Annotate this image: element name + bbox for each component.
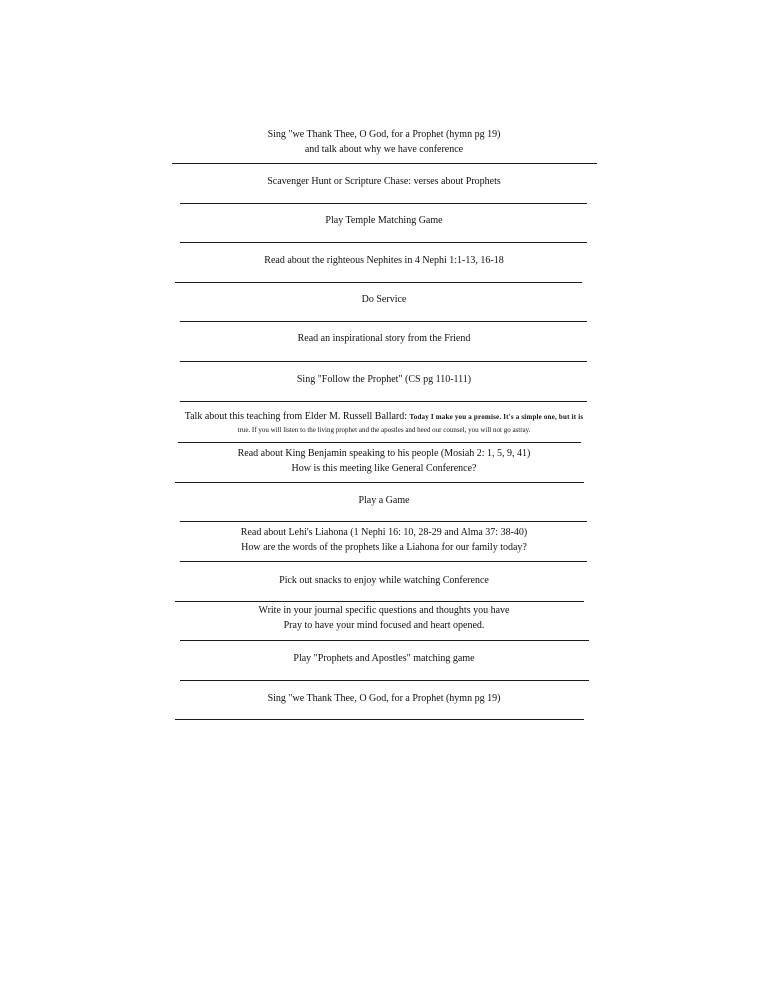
divider-line xyxy=(180,521,587,522)
item-text-line: Sing "Follow the Prophet" (CS pg 110-111) xyxy=(296,374,472,385)
divider-line xyxy=(180,640,589,641)
divider-line xyxy=(180,321,587,322)
list-item xyxy=(150,691,618,706)
quote-lead-text: Talk about this teaching from Elder M. Russell Ballard: xyxy=(184,411,408,422)
list-item xyxy=(150,493,618,508)
item-text-line: Read about the righteous Nephites in 4 Nephi 1:1-13, 16-18 xyxy=(264,255,504,266)
item-text-line: How is this meeting like General Conference? xyxy=(291,463,477,474)
list-item xyxy=(150,253,618,268)
divider-line xyxy=(175,719,584,720)
divider-line xyxy=(175,282,582,283)
item-text-line: Play a Game xyxy=(358,495,410,506)
list-item xyxy=(150,213,618,228)
divider-line xyxy=(178,442,581,443)
divider-line xyxy=(180,361,587,362)
item-text-line: Play "Prophets and Apostles" matching game xyxy=(293,653,475,664)
divider-line xyxy=(180,242,587,243)
list-item xyxy=(150,174,618,189)
item-text-line: Read about Lehi's Liahona (1 Nephi 16: 10, 28-29 and Alma 37: 38-40) xyxy=(240,527,528,538)
item-text-line: Scavenger Hunt or Scripture Chase: verses about Prophets xyxy=(267,176,501,187)
list-item xyxy=(150,292,618,307)
item-text-line: Play Temple Matching Game xyxy=(325,215,443,226)
quote-first-line xyxy=(150,409,618,425)
item-text-line: Do Service xyxy=(361,294,407,305)
list-item xyxy=(150,573,618,588)
divider-line xyxy=(175,601,584,602)
list-item xyxy=(150,603,618,633)
list-item xyxy=(150,331,618,346)
item-text-line: Write in your journal specific questions and thoughts you have xyxy=(258,605,510,616)
quote-text-rest: true. If you will listen to the living prophet and the apostles and heed our counsel, you will not go astray. xyxy=(237,426,531,434)
divider-line xyxy=(172,163,597,164)
divider-line xyxy=(175,482,584,483)
item-text-line: Sing "we Thank Thee, O God, for a Prophet (hymn pg 19) xyxy=(267,693,501,704)
divider-line xyxy=(180,401,587,402)
item-text-line: Sing "we Thank Thee, O God, for a Prophet (hymn pg 19) xyxy=(267,129,501,140)
item-text-line: How are the words of the prophets like a Liahona for our family today? xyxy=(241,542,527,553)
divider-line xyxy=(180,561,587,562)
quote-text-bold: Today I make you a promise. It's a simple one, but it is xyxy=(409,413,584,421)
list-item xyxy=(150,525,618,555)
list-item xyxy=(150,446,618,476)
list-item xyxy=(150,651,618,666)
item-text-line: Read an inspirational story from the Friend xyxy=(297,333,471,344)
item-text-line: Read about King Benjamin speaking to his people (Mosiah 2: 1, 5, 9, 41) xyxy=(237,448,531,459)
item-text-line: Pick out snacks to enjoy while watching Conference xyxy=(279,575,489,586)
divider-line xyxy=(180,680,589,681)
item-text-line: and talk about why we have conference xyxy=(304,144,464,155)
list-item xyxy=(150,372,618,387)
list-item xyxy=(150,409,618,436)
divider-line xyxy=(180,203,587,204)
item-text-line: Pray to have your mind focused and heart opened. xyxy=(283,620,485,631)
list-item xyxy=(150,127,618,157)
